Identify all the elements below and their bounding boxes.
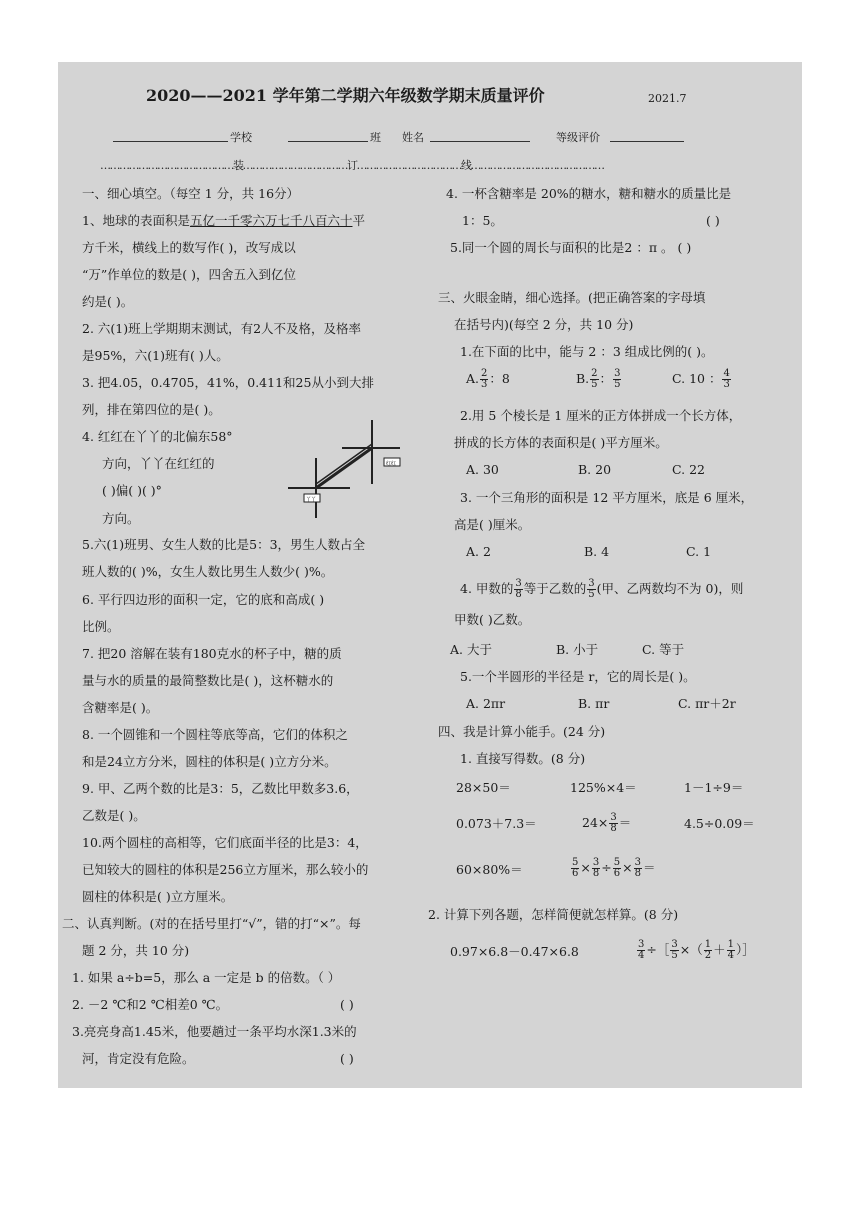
q10-line3: 圆柱的体积是( )立方厘米。 [82,889,234,904]
q3-line1: 3. 把4.05，0.4705，41%，0.411和25从小到大排 [82,375,374,390]
choice-4-option-a[interactable]: A. 大于 [450,642,492,657]
choice-3-option-c[interactable]: C. 1 [686,544,712,559]
calc-4: 0.073＋7.3＝ [456,816,537,831]
name-label: 姓名 [402,131,424,144]
q3-line2: 列，排在第四位的是( )。 [82,402,221,417]
choice-1: 1.在下面的比中，能与 2 ：3 组成比例的( )。 [460,344,714,359]
map-connecting-line [316,448,372,488]
calc-3: 1－1÷9＝ [684,780,744,795]
section-3-title: 三、火眼金睛，细心选择。(把正确答案的字母填 [438,290,706,305]
choice-4-option-b[interactable]: B. 小于 [556,642,599,657]
calc-7: 60×80%＝ [456,862,523,877]
judge-4-line2: 1：5。 [462,213,503,228]
choice-4-line1: 4. 甲数的 $\frac{3}{8}$ 等于乙数的 $\frac{3}{5}$ (甲、乙两数均不为 0)，则 [460,578,744,600]
choice-3-option-a[interactable]: A. 2 [466,544,491,559]
exam-title: 2020——2021 学年第二学期六年级数学期末质量评价 [146,86,545,105]
direction-map-diagram [284,418,408,524]
q5-line1: 5.六(1)班男、女生人数的比是5：3，男生人数占全 [82,537,366,552]
choice-5: 5.一个半圆形的半径是 r，它的周长是( )。 [460,669,696,684]
q9-line2: 乙数是( )。 [82,808,146,823]
q4-line4: 方向。 [102,511,140,526]
calc2-a: 0.97×6.8－0.47×6.8 [450,944,579,959]
choice-1-option-c[interactable]: C. 10 ： $\frac{4}{3}$ [672,368,730,390]
q4-line2: 方向，丫丫在红红的 [102,456,215,471]
choice-3-line2: 高是( )厘米。 [454,517,531,532]
q2-line2: 是95%，六(1)班有( )人。 [82,348,229,363]
q1-line3: “万”作单位的数是( )，四舍五入到亿位 [82,267,297,282]
q1-number-text: 五亿一千零六万七千八百六十 [189,213,353,228]
exam-paper [58,62,802,1088]
judge-4-line1: 4. 一杯含糖率是 20%的糖水，糖和糖水的质量比是 [446,186,732,201]
calc-2: 125%×4＝ [570,780,637,795]
q2-line1: 2. 六(1)班上学期期末测试，有2人不及格，及格率 [82,321,362,336]
section-4-part-1: 1. 直接写得数。(8 分) [460,751,586,766]
grade-label: 等级评价 [556,131,600,144]
q10-line1: 10.两个圆柱的高相等，它们底面半径的比是3：4， [82,835,368,850]
q7-line1: 7. 把20 溶解在装有180克水的杯子中，糖的质 [82,646,342,661]
q8-line1: 8. 一个圆锥和一个圆柱等底等高，它们的体积之 [82,727,348,742]
choice-5-option-b[interactable]: B. πr [578,696,610,711]
q4-line3: ( )偏( )( )° [102,483,162,498]
choice-2-option-a[interactable]: A. 30 [466,462,499,477]
school-blank[interactable] [113,141,228,142]
class-label: 班 [370,131,381,144]
judge-5: 5.同一个圆的周长与面积的比是2 ：π 。 ( ) [450,240,692,255]
choice-2-line1: 2.用 5 个棱长是 1 厘米的正方体拼成一个长方体， [460,408,742,423]
judge-3-paren[interactable]: ( ) [340,1051,354,1066]
choice-4-option-c[interactable]: C. 等于 [642,642,685,657]
class-blank[interactable] [288,141,368,142]
section-4-title: 四、我是计算小能手。(24 分) [438,724,606,739]
q10-line2: 已知较大的圆柱的体积是256立方厘米，那么较小的 [82,862,369,877]
choice-3-line1: 3. 一个三角形的面积是 12 平方厘米，底是 6 厘米， [460,490,754,505]
calc-5: 24× $\frac{3}{8}$ ＝ [582,812,632,834]
calc-6: 4.5÷0.09＝ [684,816,755,831]
calc-8: $\frac{5}{6}$ × $\frac{3}{8}$ ÷ $\frac{5}{6}$ × $\frac{3}{8}$ ＝ [572,857,656,879]
section-3-title-b: 在括号内)(每空 2 分，共 10 分) [454,317,634,332]
exam-date: 2021.7 [648,92,687,105]
name-blank[interactable] [430,141,530,142]
q6-line2: 比例。 [82,619,120,634]
choice-3-option-b[interactable]: B. 4 [584,544,610,559]
section-4-part-2: 2. 计算下列各题，怎样简便就怎样算。(8 分) [428,907,679,922]
judge-4-paren[interactable]: ( ) [706,213,720,228]
choice-2-option-c[interactable]: C. 22 [672,462,705,477]
school-label: 学校 [230,131,252,144]
q8-line2: 和是24立方分米，圆柱的体积是( )立方分米。 [82,754,337,769]
map-label-1: 红红 [386,461,397,467]
judge-1: 1. 如果 a÷b=5，那么 a 一定是 b 的倍数。（ ） [72,970,341,985]
section-1-title: 一、细心填空。（每空 1 分，共 16分） [82,186,300,201]
judge-2-paren[interactable]: ( ) [340,997,354,1012]
choice-4-line2: 甲数( )乙数。 [454,612,531,627]
choice-1-option-a[interactable]: A. $\frac{2}{3}$ ：8 [466,368,510,390]
map-connecting-line-2 [316,444,372,484]
q1-line2: 方千米，横线上的数写作( )，改写成以 [82,240,296,255]
q7-line2: 量与水的质量的最简整数比是( )，这杯糖水的 [82,673,334,688]
q6-line1: 6. 平行四边形的面积一定，它的底和高成( ) [82,592,325,607]
map-label-2: 丫丫 [306,497,317,503]
choice-1-option-b[interactable]: B. $\frac{2}{5}$ ： $\frac{3}{5}$ [576,368,621,390]
calc2-b: $\frac{3}{4}$ ÷［ $\frac{3}{5}$ ×（ $\frac{1}{2}$ ＋ $\frac{1}{4}$ ）］ [638,939,755,961]
q5-line2: 班人数的( )%，女生人数比男生人数少( )%。 [82,564,334,579]
section-2-title: 二、认真判断。(对的在括号里打“√”，错的打“×”。每 [62,916,361,931]
choice-2-line2: 拼成的长方体的表面积是( )平方厘米。 [454,435,668,450]
choice-2-option-b[interactable]: B. 20 [578,462,612,477]
judge-2: 2. －2 ℃和2 ℃相差0 ℃。 [72,997,229,1012]
q1-line4: 约是( )。 [82,294,134,309]
q7-line3: 含糖率是( )。 [82,700,159,715]
q1-line1: 1、地球的表面积是五亿一千零六万七千八百六十平 [82,213,365,228]
seal-line: ……………………………………装……………………………订……………………………线…………………………………… [100,159,604,172]
grade-blank[interactable] [610,141,684,142]
q4-line1: 4. 红红在丫丫的北偏东58° [82,429,233,444]
choice-5-option-c[interactable]: C. πr＋2r [678,696,736,711]
judge-3-line2: 河，肯定没有危险。 [82,1051,195,1066]
section-2-title-b: 题 2 分，共 10 分) [82,943,190,958]
judge-3-line1: 3.亮亮身高1.45米，他要趟过一条平均水深1.3米的 [72,1024,357,1039]
q9-line1: 9. 甲、乙两个数的比是3：5，乙数比甲数多3.6， [82,781,359,796]
calc-1: 28×50＝ [456,780,511,795]
choice-5-option-a[interactable]: A. 2πr [466,696,506,711]
